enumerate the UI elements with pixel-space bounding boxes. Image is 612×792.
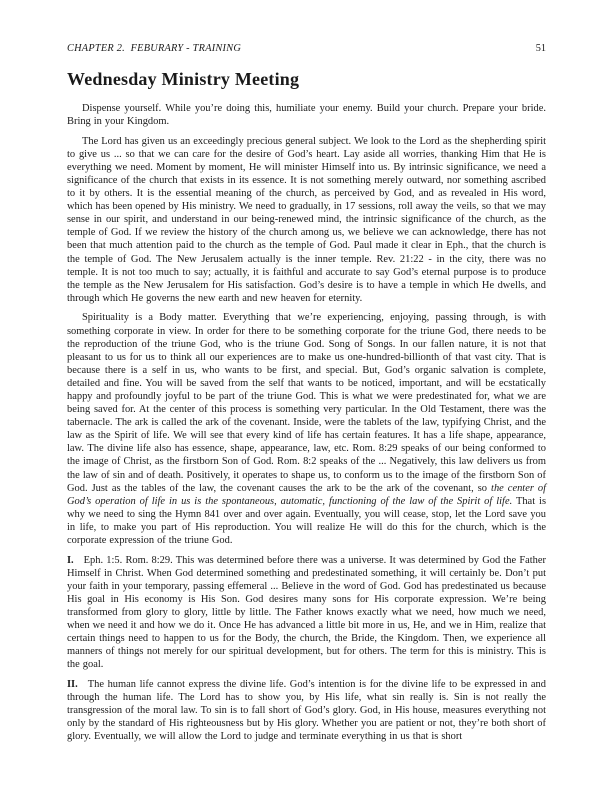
italic-phrase: the center of God’s operation of life in us is the spontaneous, automatic, functioning of the law of the Spirit of life. [67, 482, 547, 507]
chapter-heading-text: CHAPTER 2. FEBURARY - TRAINING [67, 43, 242, 54]
paragraph-opening [67, 102, 546, 128]
paragraph-marker: I. [67, 554, 74, 566]
paragraph-point-one [67, 554, 546, 672]
paragraph-text: Spirituality is a Body matter. Everything that we’re experiencing, enjoying, passing through, is with something corporate in view. In order for there to be something corporate for the triune God, there needs to be the reproduction of the triune God, who is the triune God. Song of Songs. In our fallen nature, it is not that pleasant to us for us to think all our experiences are to make us one-hundred-billionth of that vast city. That is because there is a self in us, who wants to be first, and special. But, God’s organic salvation is complete, detailed and fine. You will be saved from the self that wants to be noticed, important, and will be ecstatically happy and profoundly joyful to be part of the triune God. This is what we were predestinated for, what we are being saved for. At the center of this process is something very particular. In the Old Testament, there was the tabernacle. The ark is called the ark of the covenant. Inside, were the tablets of the law, typifying Christ, and the law as the Spirit of life. We will see that every kind of life has certain features. It has a life shape, appearance, law. The divine life also has essence, shape, appearance, law, etc. Rom. 8:29 speaks of our being conformed to the image of Christ, as the firstborn Son of God. Rom. 8:2 speaks of the ... Negatively, this law delivers us from the law of sin and of death. Positively, it operates to shape us, to conform us to the image of the firstborn Son of God. Just as the tables of the law, the covenant causes the ark to be the ark of the covenant, so [67, 312, 546, 494]
running-header [67, 43, 546, 55]
page-title: Wednesday Ministry Meeting [67, 69, 300, 89]
paragraph-text: That is why we need to sing the Hymn 841 over and over again. Eventually, you will cease, stop, let the Lord save you in life, to make you part of His reproduction. You will realize He will do this for the church, which is the corporate expression of the triune God. [67, 495, 547, 546]
paragraph-spirituality [67, 311, 546, 547]
paragraph-text: The human life cannot express the divine life. God’s intention is for the divine life to be expressed in and through the human life. The Lord has to show you, by His life, what sin really is. Sin is not really the transgression of the moral law. To sin is to fall short of God’s glory. God, in His house, measures everything not only by the standard of His righteousness but by His glory. Whether you are patient or not, they’re both short of glory. Eventually, we will allow the Lord to judge and terminate everything in us that is short [67, 678, 546, 743]
page-number: 51 [535, 43, 546, 54]
paragraph-text: Dispense yourself. While you’re doing this, humiliate your enemy. Build your church. Prepare your bride. Bring in your Kingdom. [67, 103, 546, 128]
paragraph-marker: II. [67, 678, 78, 690]
paragraph-point-two [67, 678, 546, 743]
paragraph-general-subject [67, 135, 546, 305]
paragraph-text: Eph. 1:5. Rom. 8:29. This was determined before there was a universe. It was determined by God the Father Himself in Christ. When God determined something and predestinated something, it will certainly be. Don’t put your faith in your temporary, passing effemeral ... Believe in the word of God. God has predestinated us because His goal in His economy is His Son. God desires many sons for His corporate expression. We’re being transformed from glory to glory, little by little. The Father knows exactly what we need, how much we need, when we need it and how we do it. Once He has advanced a little bit more in us, He, and we in Him, realize that certain things need to happen to us for the Body, the church, the Bride, the Kingdom. Then, we experience all manners of things not merely for our spiritual development, but for others. The term for this is ministry. This is the goal. [67, 554, 546, 671]
paragraph-text: The Lord has given us an exceedingly precious general subject. We look to the Lord as the shepherding spirit to give us ... so that we can care for the desire of God’s heart. Lay aside all worries, thanking Him that He is everything we need. Moment by moment, He will minister Himself into us. By intrinsic significance, we need a significance of the church that exists in its essence. It is not something merely outward, nor something ascribed to it by others. It is the essential meaning of the church, as perceived by God, and as revealed in His word, which has been opened by His ministry. We need to gradually, in 17 sessions, roll away the veils, so that we may sense in our spirit, and understand in our being-renewed mind, the intrinsic significance of the church, as the temple of God. If we review the history of the church among us, we believe we can acknowledge, there has not been that much attention paid to the church as the temple of God. Paul made it clear in Eph., that the church is the temple of God. The New Jerusalem actually is the inner temple. Rev. 21:22 - in the city, there was no temple. It is not too much to say; actually, it is faithful and accurate to say God’s eternal purpose is to produce the temple as the New Jerusalem for His satisfaction. God’s desire is to have a temple in which He dwells, and through which He governs the new earth and new heaven for eternity. [67, 135, 546, 304]
